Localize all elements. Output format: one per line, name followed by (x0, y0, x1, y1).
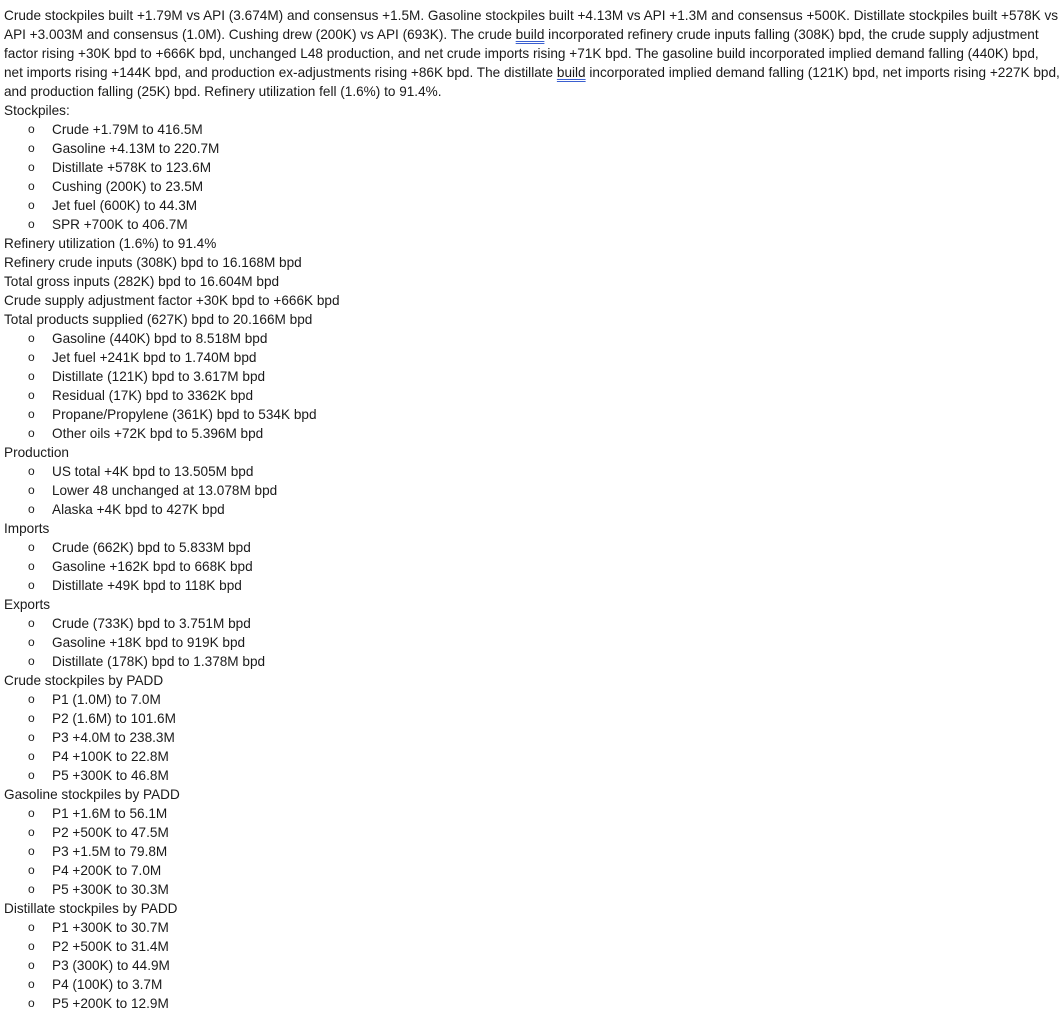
list-item-text: Lower 48 unchanged at 13.078M bpd (52, 483, 278, 498)
bullet-marker: o (28, 426, 35, 440)
bullet-marker: o (28, 882, 35, 896)
list-item (4, 709, 1060, 728)
list-item-text: Jet fuel +241K bpd to 1.740M bpd (52, 350, 257, 365)
bullet-marker: o (28, 654, 35, 668)
list-item-text: P5 +200K to 12.9M (52, 996, 169, 1011)
list-item-text: P3 +4.0M to 238.3M (52, 730, 175, 745)
bullet-marker: o (28, 388, 35, 402)
list-item (4, 842, 1060, 861)
section-heading: Stockpiles: (4, 103, 70, 118)
list-item (4, 196, 1060, 215)
list-item (4, 861, 1060, 880)
bullet-marker: o (28, 160, 35, 174)
list-item-text: Cushing (200K) to 23.5M (52, 179, 204, 194)
bullet-marker: o (28, 578, 35, 592)
bullet-marker: o (28, 616, 35, 630)
list-item-text: Jet fuel (600K) to 44.3M (52, 198, 198, 213)
section-bullet-list (4, 614, 1060, 671)
section-heading: Production (4, 445, 69, 460)
list-item (4, 633, 1060, 652)
bullet-marker: o (28, 806, 35, 820)
bullet-marker: o (28, 198, 35, 212)
list-item (4, 139, 1060, 158)
list-item-text: Distillate +578K to 123.6M (52, 160, 212, 175)
list-item-text: P5 +300K to 30.3M (52, 882, 169, 897)
list-item (4, 937, 1060, 956)
section-bullet-list (4, 120, 1060, 234)
list-item (4, 975, 1060, 994)
bullet-marker: o (28, 502, 35, 516)
summary-paragraph (4, 6, 1060, 101)
bullet-marker: o (28, 996, 35, 1010)
list-item-text: Distillate (121K) bpd to 3.617M bpd (52, 369, 266, 384)
section-bullet-list (4, 804, 1060, 899)
summary-text-1: Crude stockpiles built +1.79M vs API (3.674M) and consensus +1.5M. Gasoline stockpiles built +4.13M vs API +1.3M and consensus +500K. Distillate stockpiles built +578K vs API +3.003M and consensus (1.0M). Cushing drew (200K) vs API (693K). The crude (4, 8, 1059, 42)
list-item-text: P4 +100K to 22.8M (52, 749, 169, 764)
bullet-marker: o (28, 711, 35, 725)
list-item (4, 804, 1060, 823)
list-item (4, 994, 1060, 1013)
bullet-marker: o (28, 464, 35, 478)
list-item (4, 348, 1060, 367)
section-heading: Crude stockpiles by PADD (4, 673, 164, 688)
bullet-marker: o (28, 540, 35, 554)
bullet-marker: o (28, 825, 35, 839)
list-item-text: P2 +500K to 47.5M (52, 825, 169, 840)
list-item-text: Other oils +72K bpd to 5.396M bpd (52, 426, 264, 441)
section-heading: Exports (4, 597, 51, 612)
section-heading: Total products supplied (627K) bpd to 20.166M bpd (4, 312, 313, 327)
list-item-text: Distillate +49K bpd to 118K bpd (52, 578, 242, 593)
list-item-text: P3 (300K) to 44.9M (52, 958, 170, 973)
list-item-text: Gasoline +18K bpd to 919K bpd (52, 635, 246, 650)
list-item-text: Gasoline +4.13M to 220.7M (52, 141, 220, 156)
sections-list (4, 101, 1060, 1013)
list-item (4, 652, 1060, 671)
list-item (4, 367, 1060, 386)
section-heading: Refinery crude inputs (308K) bpd to 16.168M bpd (4, 255, 302, 270)
bullet-marker: o (28, 331, 35, 345)
list-item (4, 215, 1060, 234)
section-heading: Imports (4, 521, 50, 536)
list-item-text: P4 +200K to 7.0M (52, 863, 162, 878)
bullet-marker: o (28, 483, 35, 497)
list-item (4, 329, 1060, 348)
list-item (4, 918, 1060, 937)
list-item (4, 690, 1060, 709)
bullet-marker: o (28, 141, 35, 155)
list-item (4, 823, 1060, 842)
list-item (4, 728, 1060, 747)
section-bullet-list (4, 538, 1060, 595)
list-item-text: Alaska +4K bpd to 427K bpd (52, 502, 225, 517)
bullet-marker: o (28, 958, 35, 972)
list-item (4, 766, 1060, 785)
list-item (4, 576, 1060, 595)
bullet-marker: o (28, 350, 35, 364)
section-heading: Crude supply adjustment factor +30K bpd to +666K bpd (4, 293, 340, 308)
bullet-marker: o (28, 559, 35, 573)
bullet-marker: o (28, 217, 35, 231)
list-item-text: P1 (1.0M) to 7.0M (52, 692, 161, 707)
bullet-marker: o (28, 635, 35, 649)
list-item (4, 462, 1060, 481)
list-item-text: P1 +1.6M to 56.1M (52, 806, 168, 821)
bullet-marker: o (28, 939, 35, 953)
section-bullet-list (4, 462, 1060, 519)
list-item (4, 405, 1060, 424)
list-item (4, 880, 1060, 899)
bullet-marker: o (28, 844, 35, 858)
bullet-marker: o (28, 369, 35, 383)
list-item (4, 481, 1060, 500)
list-item-text: Gasoline +162K bpd to 668K bpd (52, 559, 253, 574)
bullet-marker: o (28, 863, 35, 877)
list-item-text: P2 +500K to 31.4M (52, 939, 169, 954)
bullet-marker: o (28, 122, 35, 136)
list-item (4, 386, 1060, 405)
list-item (4, 614, 1060, 633)
section-bullet-list (4, 690, 1060, 785)
bullet-marker: o (28, 179, 35, 193)
list-item-text: P1 +300K to 30.7M (52, 920, 169, 935)
list-item-text: Gasoline (440K) bpd to 8.518M bpd (52, 331, 268, 346)
section-heading: Gasoline stockpiles by PADD (4, 787, 180, 802)
spellcheck-flagged-word[interactable]: build (556, 65, 586, 80)
summary-text-2: incorporated refinery crude inputs falling (308K) bpd, the crude supply adjustment factor rising +30K bpd to +666K bpd, unchanged L48 production, and net crude imports rising +71K bpd. The gasoline build incorporated implied demand falling (440K) bpd, net imports rising +144K bpd, and production ex-adjustments rising +86K bpd. The distillate (4, 27, 1039, 80)
list-item-text: Crude (662K) bpd to 5.833M bpd (52, 540, 251, 555)
list-item-text: SPR +700K to 406.7M (52, 217, 188, 232)
list-item (4, 956, 1060, 975)
section-bullet-list (4, 329, 1060, 443)
list-item-text: Crude (733K) bpd to 3.751M bpd (52, 616, 251, 631)
list-item (4, 557, 1060, 576)
list-item (4, 177, 1060, 196)
list-item (4, 158, 1060, 177)
list-item-text: P5 +300K to 46.8M (52, 768, 169, 783)
section-heading: Distillate stockpiles by PADD (4, 901, 178, 916)
summary-text-3: incorporated implied demand falling (121K) bpd, net imports rising +227K bpd, and production falling (25K) bpd. Refinery utilization fell (1.6%) to 91.4%. (4, 65, 1060, 99)
section-bullet-list (4, 918, 1060, 1013)
list-item (4, 538, 1060, 557)
list-item-text: P2 (1.6M) to 101.6M (52, 711, 176, 726)
list-item-text: Distillate (178K) bpd to 1.378M bpd (52, 654, 266, 669)
list-item-text: Residual (17K) bpd to 3362K bpd (52, 388, 254, 403)
list-item (4, 424, 1060, 443)
bullet-marker: o (28, 977, 35, 991)
list-item-text: US total +4K bpd to 13.505M bpd (52, 464, 254, 479)
section-heading: Total gross inputs (282K) bpd to 16.604M bpd (4, 274, 280, 289)
list-item (4, 120, 1060, 139)
list-item-text: Crude +1.79M to 416.5M (52, 122, 203, 137)
list-item (4, 500, 1060, 519)
spellcheck-flagged-word[interactable]: build (515, 27, 545, 42)
bullet-marker: o (28, 749, 35, 763)
bullet-marker: o (28, 768, 35, 782)
section-heading: Refinery utilization (1.6%) to 91.4% (4, 236, 217, 251)
list-item-text: P4 (100K) to 3.7M (52, 977, 163, 992)
bullet-marker: o (28, 692, 35, 706)
list-item-text: P3 +1.5M to 79.8M (52, 844, 168, 859)
bullet-marker: o (28, 730, 35, 744)
list-item (4, 747, 1060, 766)
bullet-marker: o (28, 407, 35, 421)
bullet-marker: o (28, 920, 35, 934)
list-item-text: Propane/Propylene (361K) bpd to 534K bpd (52, 407, 317, 422)
